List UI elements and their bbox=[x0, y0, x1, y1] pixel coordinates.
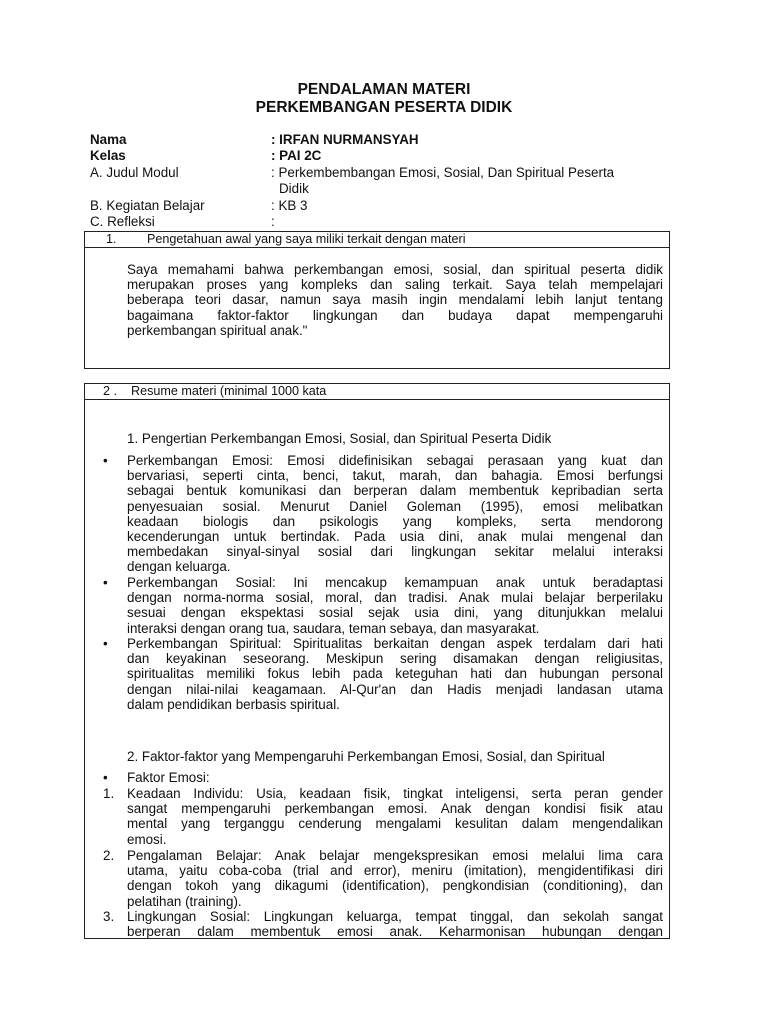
section2-header-text: Resume materi (minimal 1000 kata bbox=[131, 384, 327, 398]
bullet-marker: • bbox=[103, 453, 108, 468]
refleksi-label: C. Refleksi bbox=[90, 213, 155, 229]
bullet-line: interaksi dengan orang tua, saudara, teman sebaya, dan masyarakat. bbox=[127, 620, 540, 636]
bullet-line: sesuai dengan ekspektasi sosial sejak usia dini, yang ditunjukkan melalui bbox=[127, 605, 663, 621]
kelas-value: : PAI 2C bbox=[271, 148, 322, 164]
bullet-sosial bbox=[103, 575, 663, 636]
factor-lingkungan-sosial bbox=[103, 909, 663, 940]
kelas-label: Kelas bbox=[90, 148, 126, 164]
factor-pengalaman-belajar bbox=[103, 848, 663, 909]
identity-block bbox=[90, 132, 680, 230]
factor-line: pelatihan (training). bbox=[127, 893, 242, 909]
bullet-marker: • bbox=[103, 770, 108, 785]
section1-line: beberapa teori dasar, namun saya masih ingin mendalami lebih lanjut tentang bbox=[127, 292, 663, 308]
kegiatan-label: B. Kegiatan Belajar bbox=[90, 197, 205, 213]
section2-header bbox=[85, 384, 669, 400]
bullet-line: Perkembangan Emosi: Emosi didefinisikan sebagai perasaan yang kuat dan bbox=[127, 453, 663, 468]
document-title-line1: PENDALAMAN MATERI bbox=[297, 81, 471, 98]
document-title-line2: PERKEMBANGAN PESERTA DIDIK bbox=[255, 99, 513, 116]
nama-value: : IRFAN NURMANSYAH bbox=[271, 132, 419, 147]
section1-line: perkembangan spiritual anak." bbox=[127, 322, 308, 338]
factor-line: emosi. bbox=[127, 831, 167, 847]
bullet-line: membedakan sinyal-sinyal sosial dari lingkungan sekitar melalui interaksi bbox=[127, 544, 663, 560]
bullet-line: dengan nilai-nilai keagamaan. Al-Qur'an dan Hadis menjadi landasan utama bbox=[127, 681, 663, 697]
bullet-faktor-emosi bbox=[103, 770, 663, 785]
bullet-spiritual bbox=[103, 636, 663, 712]
judul-value-line1: : Perkembembangan Emosi, Sosial, Dan Spiritual Peserta bbox=[271, 164, 615, 180]
factor-line: Lingkungan Sosial: Lingkungan keluarga, tempat tinggal, dan sekolah sangat bbox=[127, 909, 663, 924]
factor-keadaan-individu bbox=[103, 786, 663, 847]
section1-header bbox=[85, 232, 669, 248]
nama-row bbox=[90, 132, 680, 148]
section2-number: 2 . bbox=[103, 384, 118, 398]
factor-line: sangat mempengaruhi perkembangan emosi. Anak dengan kondisi fisik atau bbox=[127, 801, 663, 817]
section2-box bbox=[84, 383, 670, 939]
bullet-line: sebagai bentuk komunikasi dan berperan dalam membentuk kepribadian serta bbox=[127, 483, 663, 499]
section2-heading1: 1. Pengertian Perkembangan Emosi, Sosial, dan Spiritual Peserta Didik bbox=[127, 431, 552, 446]
kegiatan-value: : KB 3 bbox=[271, 197, 308, 213]
judul-row bbox=[90, 165, 680, 181]
section2-heading2: 2. Faktor-faktor yang Mempengaruhi Perkembangan Emosi, Sosial, dan Spiritual bbox=[127, 749, 605, 764]
judul-label: A. Judul Modul bbox=[90, 164, 179, 180]
bullet-line: keadaan biologis dan psikologis yang kompleks, serta mendorong bbox=[127, 513, 663, 529]
bullet-emosi bbox=[103, 453, 663, 575]
judul-row-cont bbox=[90, 181, 680, 197]
factor-line: utama, yaitu coba-coba (trial and error), meniru (imitation), mengidentifikasi diri bbox=[127, 863, 663, 879]
bullet-line: spiritualitas memiliki fokus lebih pada keteguhan hati dan hubungan personal bbox=[127, 666, 663, 682]
bullet-line: bervariasi, seperti cinta, benci, takut, marah, dan bahagia. Emosi berfungsi bbox=[127, 468, 663, 484]
nama-label: Nama bbox=[90, 132, 127, 147]
section1-line: merupakan proses yang kompleks dan saling terkait. Saya telah mempelajari bbox=[127, 277, 663, 293]
refleksi-row bbox=[90, 214, 680, 230]
section1-line: bagaimana faktor-faktor lingkungan dan budaya dapat mempengaruhi bbox=[127, 307, 663, 323]
bullet-line: Faktor Emosi: bbox=[127, 770, 210, 785]
section1-box bbox=[84, 231, 670, 369]
number-marker: 3. bbox=[103, 909, 115, 924]
refleksi-value: : bbox=[271, 213, 275, 229]
bullet-line: dan keyakinan seseorang. Meskipun sering disamakan dengan religiusitas, bbox=[127, 651, 663, 667]
bullet-line: dengan norma-norma sosial, moral, dan tradisi. Anak mulai belajar berperilaku bbox=[127, 590, 663, 606]
kegiatan-row bbox=[90, 198, 680, 214]
bullet-line: Perkembangan Sosial: Ini mencakup kemampuan anak untuk beradaptasi bbox=[127, 575, 663, 590]
number-marker: 1. bbox=[103, 786, 115, 801]
section1-line: Saya memahami bahwa perkembangan emosi, sosial, dan spiritual peserta didik bbox=[127, 262, 663, 277]
bullet-line: dengan keluarga. bbox=[127, 559, 231, 575]
factor-line: Keadaan Individu: Usia, keadaan fisik, tingkat inteligensi, serta peran gender bbox=[127, 786, 663, 801]
factor-line: dengan tokoh yang dikagumi (identification), pengkondisian (conditioning), dan bbox=[127, 878, 663, 894]
number-marker: 2. bbox=[103, 848, 115, 863]
section2-bottom-border bbox=[84, 938, 670, 939]
bullet-marker: • bbox=[103, 636, 108, 651]
factor-line: mental yang terganggu cenderung mengalami kesulitan dalam mengendalikan bbox=[127, 816, 663, 832]
judul-value-line2: Didik bbox=[279, 181, 309, 197]
section1-paragraph bbox=[127, 262, 663, 338]
bullet-line: penyesuaian sosial. Menurut Daniel Goleman (1995), emosi melibatkan bbox=[127, 498, 663, 514]
bullet-marker: • bbox=[103, 575, 108, 590]
bullet-line: Perkembangan Spiritual: Spiritualitas berkaitan dengan aspek terdalam dari hati bbox=[127, 636, 663, 651]
section1-header-text: Pengetahuan awal yang saya miliki terkait dengan materi bbox=[147, 232, 466, 246]
kelas-row bbox=[90, 148, 680, 164]
bullet-line: kecenderungan untuk bertindak. Pada usia dini, anak mulai mengenal dan bbox=[127, 529, 663, 545]
factor-line: berperan dalam membentuk emosi anak. Keharmonisan hubungan dengan bbox=[127, 924, 663, 940]
bullet-line: dalam pendidikan berbasis spiritual. bbox=[127, 696, 340, 712]
section1-number: 1. bbox=[106, 232, 117, 246]
factor-line: Pengalaman Belajar: Anak belajar mengekspresikan emosi melalui lima cara bbox=[127, 848, 663, 863]
